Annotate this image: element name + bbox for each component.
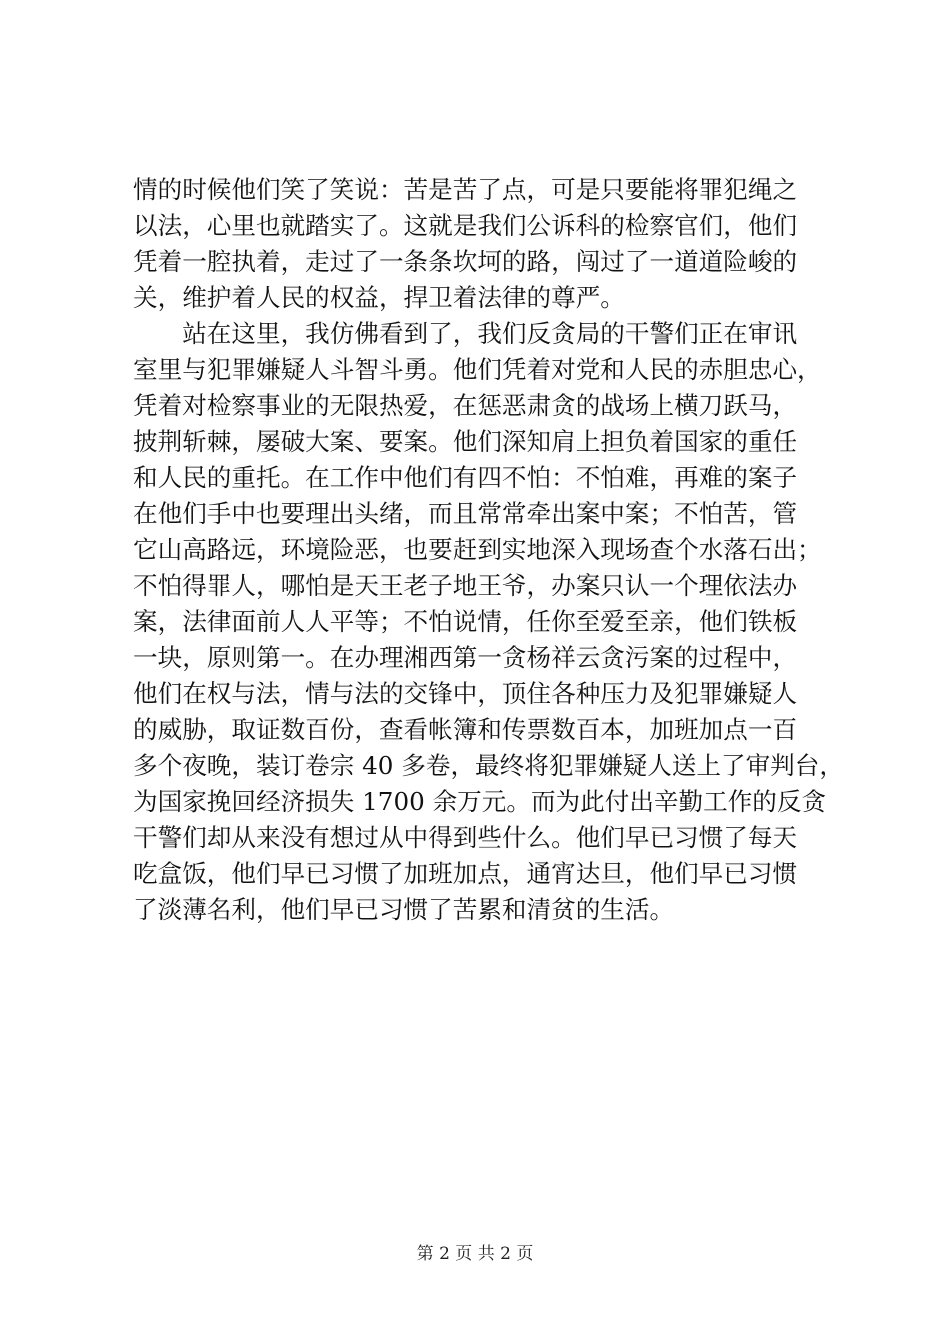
text-line: 一块，原则第一。在办理湘西第一贪杨祥云贪污案的过程中， xyxy=(133,643,798,672)
text-line: 以法，心里也就踏实了。这就是我们公诉科的检察官们，他们 xyxy=(133,211,798,240)
text-line: 披荆斩棘，屡破大案、要案。他们深知肩上担负着国家的重任 xyxy=(133,427,798,456)
body-text xyxy=(133,172,844,928)
text-line: 凭着对检察事业的无限热爱，在惩恶肃贪的战场上横刀跃马， xyxy=(133,391,798,420)
text-line: 它山高路远，环境险恶，也要赶到实地深入现场查个水落石出； xyxy=(133,535,822,564)
text-line: 情的时候他们笑了笑说：苦是苦了点，可是只要能将罪犯绳之 xyxy=(133,175,798,204)
text-line: 他们在权与法，情与法的交锋中，顶住各种压力及犯罪嫌疑人 xyxy=(133,679,798,708)
text-line: 了淡薄名利，他们早已习惯了苦累和清贫的生活。 xyxy=(133,895,675,924)
text-line: 多个夜晚，装订卷宗 40 多卷，最终将犯罪嫌疑人送上了审判台， xyxy=(133,751,844,780)
text-line: 关，维护着人民的权益，捍卫着法律的尊严。 xyxy=(133,283,625,312)
text-line: 不怕得罪人，哪怕是天王老子地王爷，办案只认一个理依法办 xyxy=(133,571,798,600)
text-line: 吃盒饭，他们早已习惯了加班加点，通宵达旦，他们早已习惯 xyxy=(133,859,798,888)
text-line: 和人民的重托。在工作中他们有四不怕：不怕难，再难的案子 xyxy=(133,463,798,492)
text-line: 为国家挽回经济损失 1700 余万元。而为此付出辛勤工作的反贪 xyxy=(133,787,827,816)
text-line: 案，法律面前人人平等；不怕说情，任你至爱至亲，他们铁板 xyxy=(133,607,798,636)
page-footer: 第 2 页 共 2 页 xyxy=(416,1244,534,1264)
text-line: 干警们却从来没有想过从中得到些什么。他们早已习惯了每天 xyxy=(133,823,798,852)
text-line: 凭着一腔执着，走过了一条条坎坷的路，闯过了一道道险峻的 xyxy=(133,247,798,276)
text-line: 的威胁，取证数百份，查看帐簿和传票数百本，加班加点一百 xyxy=(133,715,798,744)
text-line: 站在这里，我仿佛看到了，我们反贪局的干警们正在审讯 xyxy=(133,319,798,348)
text-line: 室里与犯罪嫌疑人斗智斗勇。他们凭着对党和人民的赤胆忠心， xyxy=(133,355,822,384)
text-line: 在他们手中也要理出头绪，而且常常牵出案中案；不怕苦，管 xyxy=(133,499,798,528)
